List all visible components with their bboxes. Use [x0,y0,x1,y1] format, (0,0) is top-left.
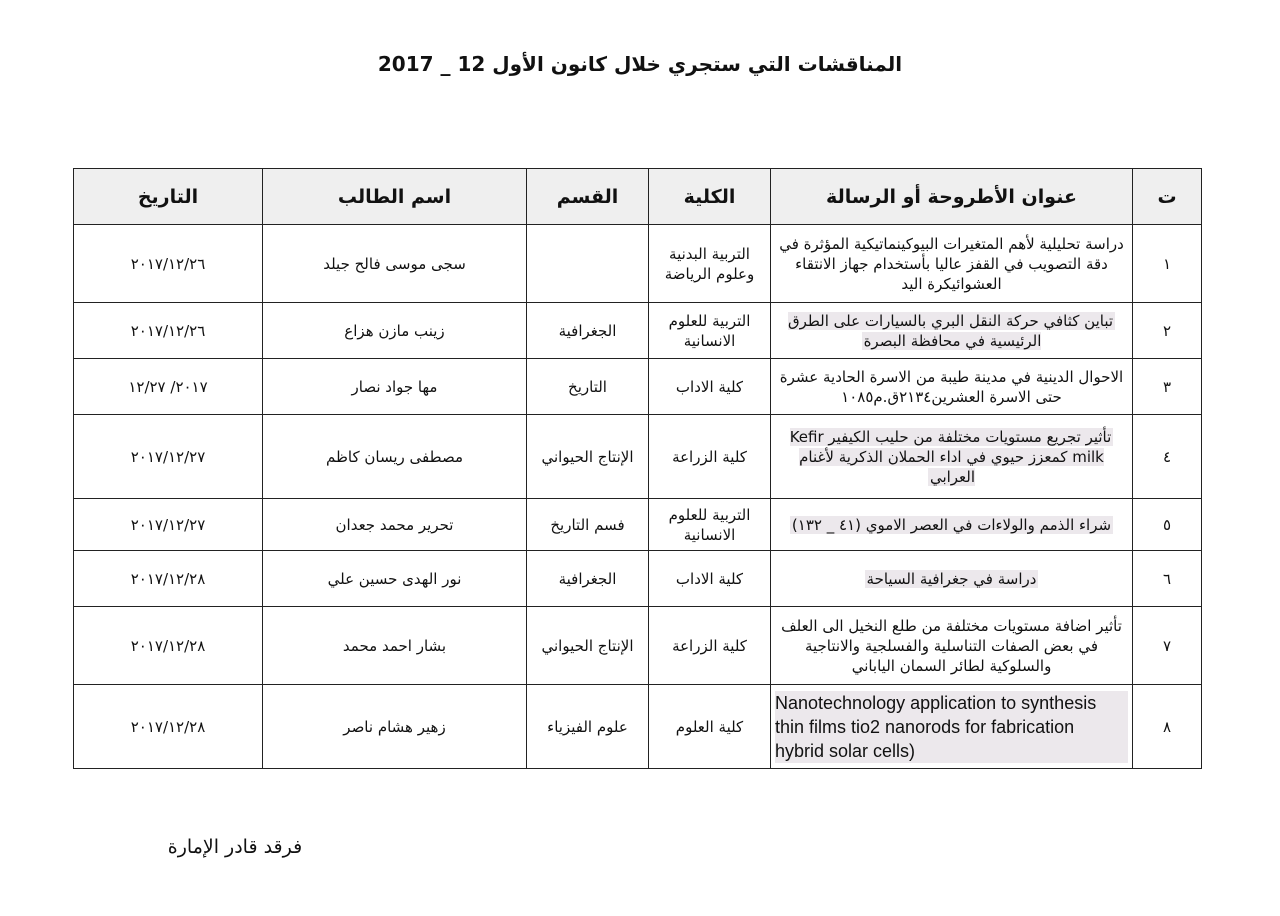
header-num: ت [1133,169,1202,225]
row-date: ٢٠١٧/١٢/٢٨ [74,551,263,607]
row-department: التاريخ [527,359,649,415]
row-title-text: دراسة في جغرافية السياحة [866,569,1037,588]
row-num: ١ [1133,225,1202,303]
row-student: زهير هشام ناصر [263,685,527,769]
row-num: ٧ [1133,607,1202,685]
row-student: تحرير محمد جعدان [263,499,527,551]
row-title [771,415,1133,499]
row-date: ٢٠١٧/١٢/٢٦ [74,225,263,303]
row-department: الجغرافية [527,303,649,359]
table-row [74,607,1202,685]
row-title: الاحوال الدينية في مدينة طيبة من الاسرة الحادية عشرة حتى الاسرة العشرين٢١٣٤ق.م١٠٨٥ [771,359,1133,415]
page-title: المناقشات التي ستجري خلال كانون الأول 12 _ 2017 [377,52,903,76]
row-college: كلية الزراعة [649,415,771,499]
row-num: ٥ [1133,499,1202,551]
row-date: ٢٠١٧/١٢/٢٦ [74,303,263,359]
row-date: ٢٠١٧/١٢/٢٧ [74,415,263,499]
row-department: الإنتاج الحيواني [527,415,649,499]
table-row [74,415,1202,499]
row-student: نور الهدى حسين علي [263,551,527,607]
row-date: ٢٠١٧/١٢/٢٧ [74,499,263,551]
row-student: بشار احمد محمد [263,607,527,685]
header-date: التاريخ [74,169,263,225]
row-date: ٢٠١٧/ ١٢/٢٧ [74,359,263,415]
row-student: زينب مازن هزاع [263,303,527,359]
row-college: كلية الاداب [649,551,771,607]
row-num: ٨ [1133,685,1202,769]
header-title: عنوان الأطروحة أو الرسالة [771,169,1133,225]
table-row [74,225,1202,303]
row-title-text: شراء الذمم والولاءات في العصر الاموي (٤١ _ ١٣٢) [791,515,1112,534]
row-college: التربية البدنية وعلوم الرياضة [649,225,771,303]
row-department: الجغرافية [527,551,649,607]
row-num: ٢ [1133,303,1202,359]
row-title [771,685,1133,769]
row-title-text: Nanotechnology application to synthesis thin films tio2 nanorods for fabrication hybrid solar cells) [775,691,1128,763]
row-title [771,303,1133,359]
row-college: كلية الزراعة [649,607,771,685]
row-num: ٤ [1133,415,1202,499]
signature: فرقد قادر الإمارة [167,836,303,858]
header-student: اسم الطالب [263,169,527,225]
row-title [771,499,1133,551]
row-date: ٢٠١٧/١٢/٢٨ [74,685,263,769]
row-college: كلية الاداب [649,359,771,415]
row-college: كلية العلوم [649,685,771,769]
row-student: سجى موسى فالح جيلد [263,225,527,303]
row-college: التربية للعلوم الانسانية [649,499,771,551]
row-date: ٢٠١٧/١٢/٢٨ [74,607,263,685]
discussions-table [73,168,1202,769]
table-header-row [74,169,1202,225]
row-department [527,225,649,303]
row-title: تأثير اضافة مستويات مختلفة من طلع النخيل الى العلف في بعض الصفات التناسلية والفسلجية والانتاجية والسلوكية لطائر السمان الياباني [771,607,1133,685]
row-department: فسم التاريخ [527,499,649,551]
row-num: ٦ [1133,551,1202,607]
row-title [771,551,1133,607]
table-row [74,303,1202,359]
row-title-text: تأثير تجريع مستويات مختلفة من حليب الكيفير Kefir milk كمعزز حيوي في اداء الحملان الذكرية لأغنام العرابي [789,427,1112,486]
table-row [74,551,1202,607]
table-row [74,359,1202,415]
row-department: علوم الفيزياء [527,685,649,769]
row-title-text: تباين كثافي حركة النقل البري بالسيارات على الطرق الرئيسية في محافظة البصرة [787,311,1114,350]
row-student: مها جواد نصار [263,359,527,415]
row-department: الإنتاج الحيواني [527,607,649,685]
row-student: مصطفى ريسان كاظم [263,415,527,499]
header-department: القسم [527,169,649,225]
header-college: الكلية [649,169,771,225]
row-college: التربية للعلوم الانسانية [649,303,771,359]
table-row [74,499,1202,551]
table-row [74,685,1202,769]
row-num: ٣ [1133,359,1202,415]
row-title: دراسة تحليلية لأهم المتغيرات البيوكينماتيكية المؤثرة في دقة التصويب في القفز عاليا بأستخدام جهاز الانتقاء العشوائيكرة اليد [771,225,1133,303]
